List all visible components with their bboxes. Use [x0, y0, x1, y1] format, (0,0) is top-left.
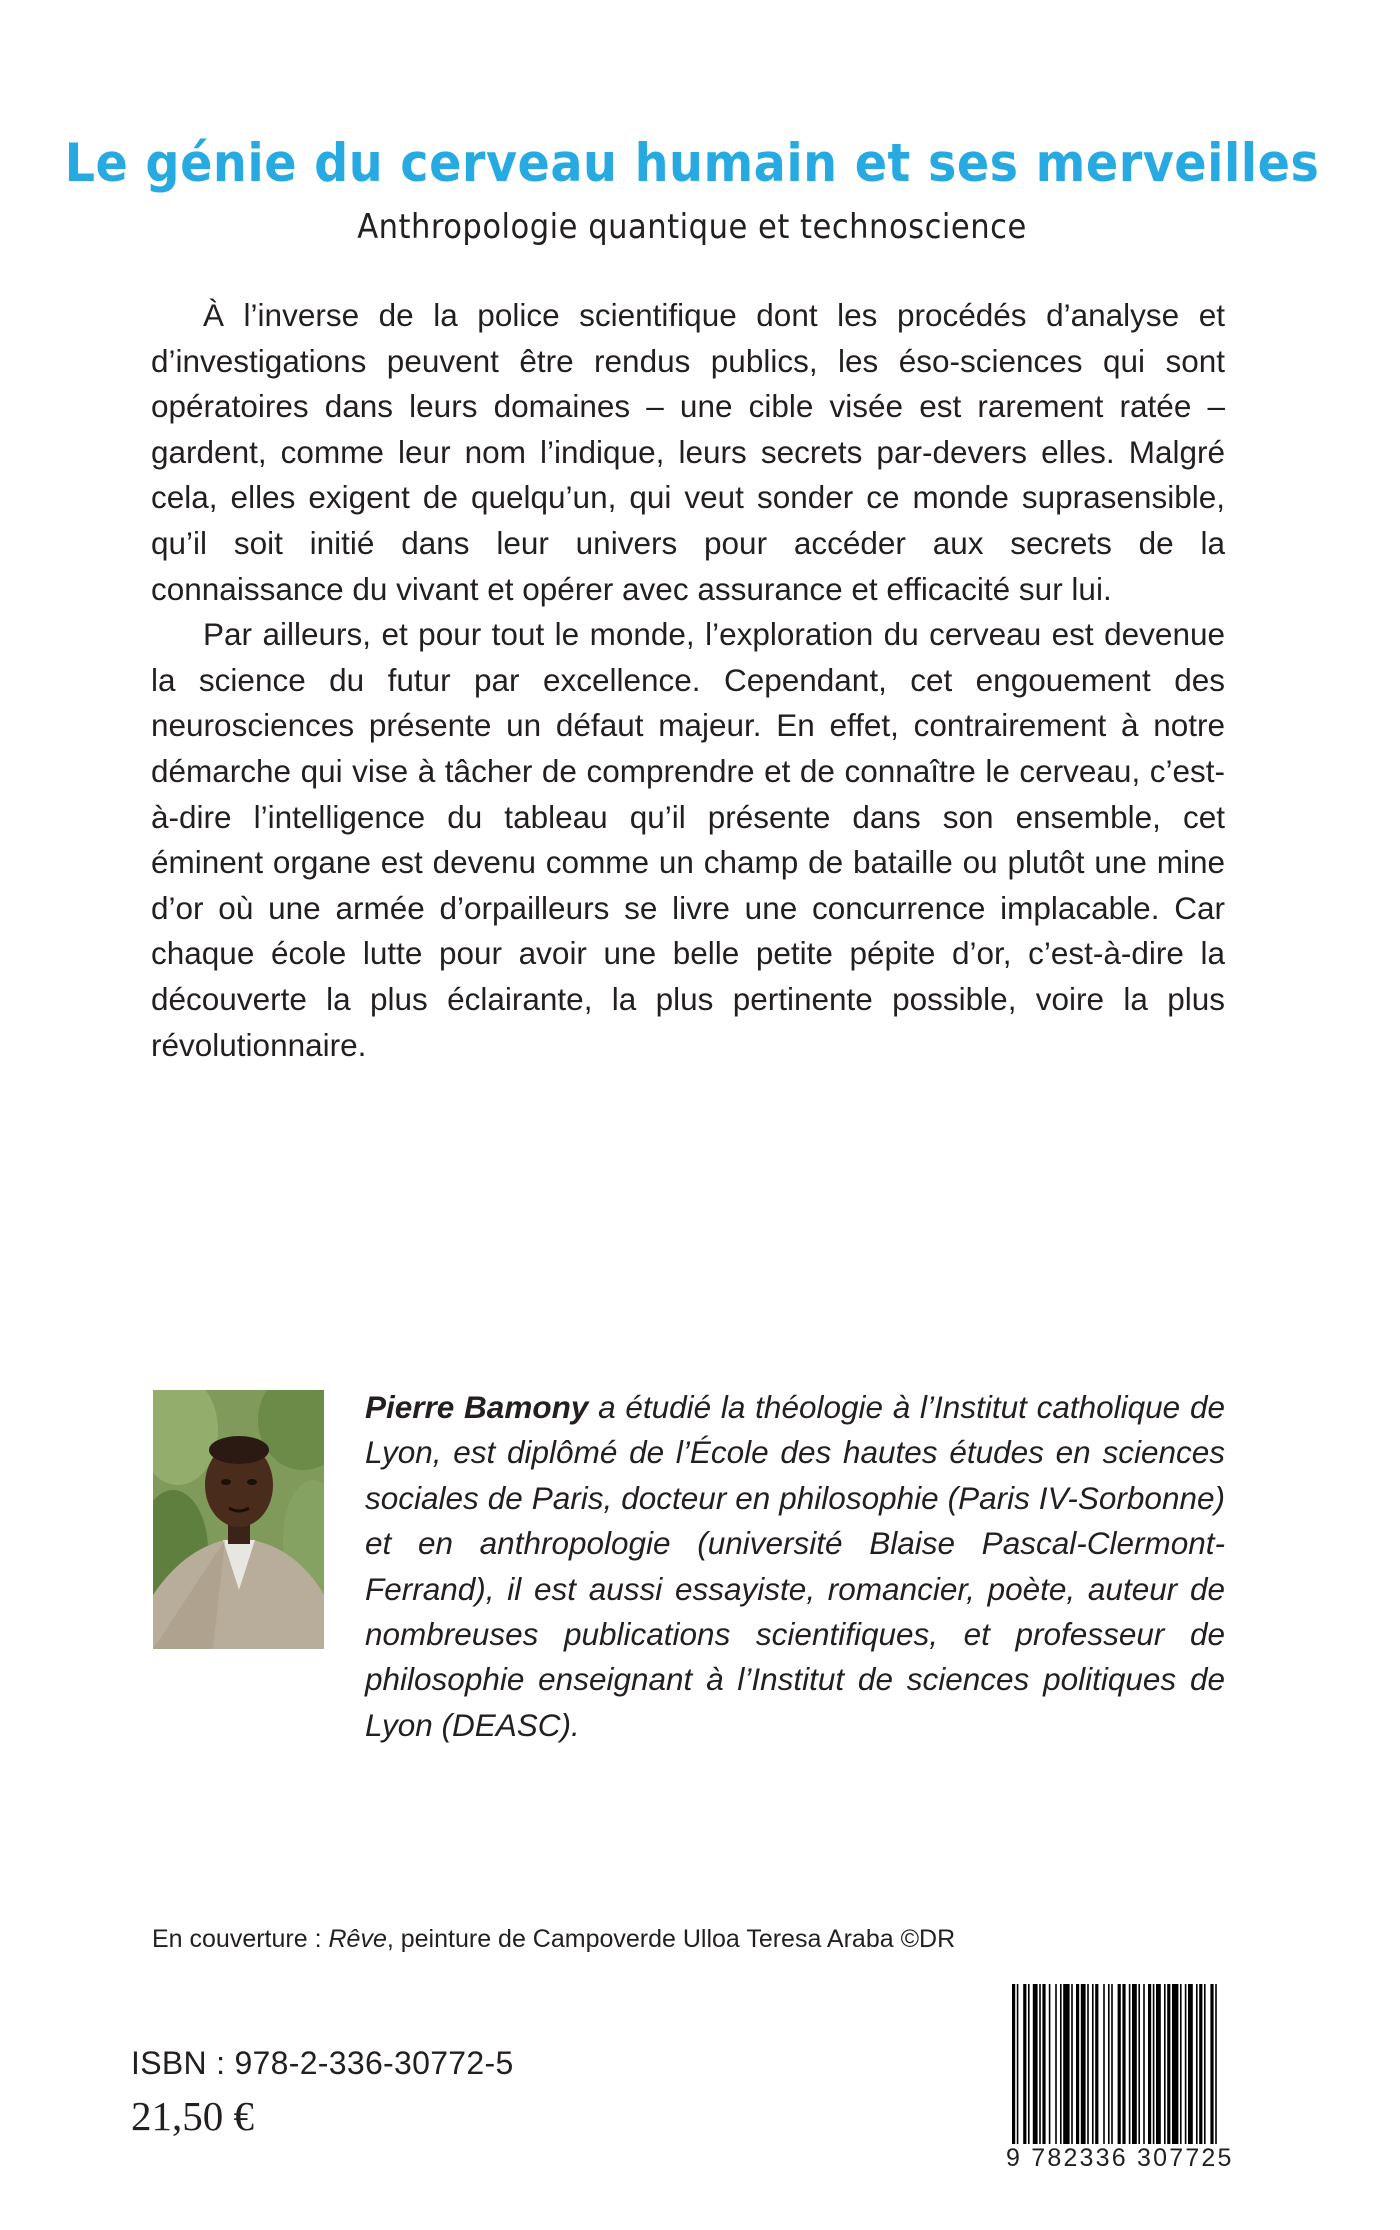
barcode-bar — [1122, 1984, 1125, 2144]
barcode-bar — [1033, 1984, 1038, 2144]
barcode-bar — [1042, 1984, 1045, 2144]
barcode-bar — [1210, 1984, 1213, 2144]
barcode-bar — [1076, 1984, 1079, 2144]
barcode-bar — [1172, 1984, 1178, 2144]
barcode-bar — [1060, 1984, 1062, 2144]
barcode-bar — [1185, 1984, 1187, 2144]
author-bio — [365, 1385, 1225, 1748]
barcode-bar — [1167, 1984, 1170, 2144]
book-title: Le génie du cerveau humain et ses merveilles — [64, 133, 1320, 194]
barcode-bar — [1103, 1984, 1105, 2144]
cover-credit-work: Rêve — [328, 1925, 387, 1953]
summary-paragraph: Par ailleurs, et pour tout le monde, l’exploration du cerveau est devenue la science du futur par excellence. Cependant, cet engouement des neurosciences présente un défaut majeur. En effet, contrairement à notre démarche qui vise à tâcher de comprendre et de connaître le cerveau, c’est-à-dire l’intelligence du tableau qu’il présente dans son ensemble, cet éminent organe est devenu comme un champ de bataille ou plutôt une mine d’or où une armée d’orpailleurs se livre une concurrence implacable. Car chaque école lutte pour avoir une belle petite pépite d’or, c’est-à-dire la découverte la plus éclairante, la plus pertinente possible, voire la plus révolutionnaire. — [151, 616, 1225, 1063]
cover-credit-suffix: , peinture de Campoverde Ulloa Teresa Araba ©DR — [386, 1925, 956, 1953]
barcode-bar — [1164, 1984, 1166, 2144]
price: 21,50 € — [131, 2093, 254, 2139]
barcode-bar — [1153, 1984, 1155, 2144]
barcode-bar — [1095, 1984, 1098, 2144]
summary-text — [151, 293, 1225, 1068]
author-name: Pierre Bamony — [365, 1389, 589, 1425]
barcode-bar — [1055, 1984, 1057, 2144]
barcode-bar — [1196, 1984, 1198, 2144]
book-subtitle: Anthropologie quantique et technoscience — [357, 207, 1027, 247]
barcode-bar — [1087, 1984, 1089, 2144]
barcode-bar — [1111, 1984, 1113, 2144]
barcode-bar — [1108, 1984, 1110, 2144]
barcode-bar — [1071, 1984, 1073, 2144]
barcode-bar — [1063, 1984, 1069, 2144]
barcode-digits: 9 782336 307725 — [1006, 2144, 1234, 2172]
barcode-bar — [1028, 1984, 1030, 2144]
barcode-bar — [1049, 1984, 1051, 2144]
cover-credit-prefix: En couverture : — [152, 1925, 329, 1953]
isbn: ISBN : 978-2-336-30772-5 — [131, 2045, 514, 2081]
barcode-bar — [1092, 1984, 1094, 2144]
barcode-bar — [1143, 1984, 1145, 2144]
barcode-bar — [1215, 1984, 1217, 2144]
barcode-bar — [1023, 1984, 1026, 2144]
barcode-bar — [1129, 1984, 1131, 2144]
cover-credit — [152, 1925, 1052, 1954]
barcode-bar — [1199, 1984, 1202, 2144]
barcode-bar — [1204, 1984, 1206, 2144]
barcode-bar — [1180, 1984, 1182, 2144]
barcode-bar — [1148, 1984, 1151, 2144]
barcode-bar — [1039, 1984, 1041, 2144]
barcode-bar — [1138, 1984, 1140, 2144]
barcode-bar — [1081, 1984, 1086, 2144]
author-bio-text: a étudié la théologie à l’Institut catholique de Lyon, est diplômé de l’École des hautes études en sciences sociales de Paris, docteur en philosophie (Paris IV-Sorbonne) et en anthropologie (université Blaise Pascal-Clermont-Ferrand), il est aussi essayiste, romancier, poète, auteur de nombreuses publications scientifiques, et professeur de philosophie enseignant à l’Institut de sciences politiques de Lyon (DEASC). — [365, 1389, 1225, 1743]
barcode-bar — [1017, 1984, 1019, 2144]
summary-paragraph: À l’inverse de la police scientifique dont les procédés d’analyse et d’investigations peuvent être rendus publics, les éso-sciences qui sont opératoires dans leurs domaines – une cible visée est rarement ratée – gardent, comme leur nom l’indique, leurs secrets par-devers elles. Malgré cela, elles exigent de quelqu’un, qui veut sonder ce monde suprasensible, qu’il soit initié dans leur univers pour accéder aux secrets de la connaissance du vivant et opérer avec assurance et efficacité sur lui. — [151, 297, 1225, 607]
barcode-bar — [1188, 1984, 1193, 2144]
barcode-bar — [1118, 1984, 1121, 2144]
barcode-bar — [1132, 1984, 1137, 2144]
barcode-bar — [1156, 1984, 1161, 2144]
author-photo — [153, 1390, 324, 1649]
barcode-bar — [1012, 1984, 1015, 2144]
